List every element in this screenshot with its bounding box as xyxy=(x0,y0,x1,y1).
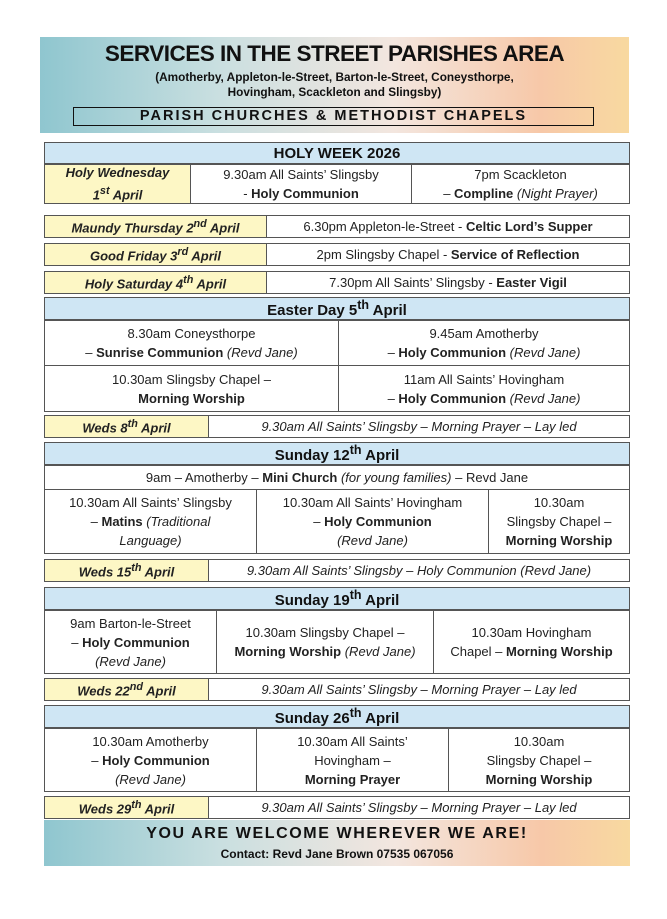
service-title: Holy Communion xyxy=(251,186,359,201)
service-title: Mini Church xyxy=(262,470,338,485)
service-line: 9.30am All Saints’ Slingsby – Morning Prayer – Lay led xyxy=(261,682,577,697)
sunday-12-services xyxy=(44,490,630,554)
service-place: 7.30pm All Saints’ Slingsby - xyxy=(329,275,497,290)
service-slingsby-reflection xyxy=(266,244,629,265)
day-label xyxy=(82,415,170,437)
service-place: 9am Barton-le-Street xyxy=(70,615,191,631)
service-name xyxy=(305,770,400,789)
service-hovingham-prayer-26 xyxy=(256,729,448,791)
heading-day: Easter Day 5 xyxy=(267,302,358,319)
date-month: April xyxy=(193,276,227,292)
heading-day: Sunday 26 xyxy=(274,710,350,727)
service-name xyxy=(234,642,415,661)
sunday-19-services xyxy=(44,610,630,674)
service-name xyxy=(91,751,209,770)
service-slingsby-matins xyxy=(45,490,256,553)
service-note: (for young families) xyxy=(337,470,452,485)
service-place: 6.30pm Appleton-le-Street - xyxy=(303,219,466,234)
service-note: (Revd Jane) xyxy=(115,771,186,787)
sunday-26-services xyxy=(44,728,630,792)
service-slingsby-vigil xyxy=(266,272,629,293)
service-line: 9.30am All Saints’ Slingsby – Holy Communion (Revd Jane) xyxy=(246,563,592,578)
date-suffix: th xyxy=(131,562,142,575)
contact-line: Contact: Revd Jane Brown 07535 067056 xyxy=(220,847,454,861)
date-suffix: th xyxy=(349,443,362,457)
service-note-line xyxy=(337,531,408,550)
service-title: Celtic Lord’s Supper xyxy=(465,219,593,234)
date-month: April xyxy=(137,420,171,436)
date-suffix: th xyxy=(183,274,194,287)
date-month: April xyxy=(206,220,240,236)
date-month: April xyxy=(141,564,175,580)
weds-22-row xyxy=(44,678,630,701)
date-month: April xyxy=(361,710,400,727)
service-place-cont: Hovingham – xyxy=(314,752,391,768)
header-banner xyxy=(40,37,629,133)
date-month: April xyxy=(143,683,176,699)
weds-15-row xyxy=(44,559,630,582)
dash: – xyxy=(313,514,325,529)
service-hovingham-chapel-19 xyxy=(433,611,629,673)
service-place: 11am All Saints’ Hovingham xyxy=(403,371,565,387)
service-barton-communion xyxy=(45,611,216,673)
day-text: Good Friday 3 xyxy=(90,248,178,264)
service-name xyxy=(388,343,581,362)
service-note-line xyxy=(95,652,166,671)
service-place: Slingsby Chapel – xyxy=(486,752,592,768)
service-scackleton-compline xyxy=(411,165,629,203)
day-text: Weds 29 xyxy=(78,801,132,817)
dash: – xyxy=(91,752,103,768)
service-appleton-supper xyxy=(266,216,629,237)
service-place-cont: Chapel – xyxy=(450,644,506,659)
dash: – xyxy=(387,390,399,406)
service-slingsby-communion xyxy=(190,165,411,203)
service-place: 10.30am All Saints’ xyxy=(297,733,408,749)
service-title: Morning Worship xyxy=(506,644,613,659)
dash: – xyxy=(90,514,102,529)
service-name xyxy=(450,642,612,661)
heading-day: Sunday 19 xyxy=(274,592,350,609)
service-coneysthorpe-sunrise xyxy=(45,321,338,365)
heading-text xyxy=(267,298,407,319)
heading-text xyxy=(275,706,400,727)
service-slingsby-chapel-12 xyxy=(488,490,629,553)
sunday-12-heading xyxy=(44,442,630,465)
service-title: Compline xyxy=(454,186,514,201)
date-month: April xyxy=(141,801,175,817)
weds-22-service xyxy=(208,679,629,700)
service-note-line xyxy=(119,531,181,550)
service-title: Holy Communion xyxy=(102,752,210,768)
holy-week-heading-text: HOLY WEEK 2026 xyxy=(273,144,401,162)
good-friday-day xyxy=(45,244,266,265)
service-hovingham-communion xyxy=(338,366,629,411)
date-suffix: rd xyxy=(177,246,189,259)
service-name xyxy=(313,512,431,531)
service-title: Matins xyxy=(101,514,143,529)
parish-list-line-1: (Amotherby, Appleton-le-Street, Barton-le-Street, Coneysthorpe, xyxy=(155,70,514,84)
service-time: 10.30am xyxy=(513,733,565,749)
service-place: 9am – Amotherby – xyxy=(145,470,263,485)
day-label xyxy=(77,678,176,700)
holy-wednesday-day xyxy=(45,165,190,203)
heading-text xyxy=(275,443,400,464)
service-title: Holy Communion xyxy=(324,514,432,529)
service-place: 10.30am Slingsby Chapel – xyxy=(245,625,405,640)
date-suffix: th xyxy=(127,418,138,431)
date-suffix: th xyxy=(349,706,362,720)
service-line: 9.30am All Saints’ Slingsby – Morning Prayer – Lay led xyxy=(261,800,577,815)
easter-row-2 xyxy=(44,366,630,412)
service-amotherby-communion xyxy=(338,321,629,365)
service-line: 9.30am All Saints’ Slingsby – Morning Prayer – Lay led xyxy=(261,419,577,434)
service-title: Service of Reflection xyxy=(450,247,580,262)
service-note: (Night Prayer) xyxy=(513,186,598,201)
day-label: Holy Wednesday xyxy=(65,165,170,181)
holy-wednesday-row xyxy=(44,164,630,204)
service-title: Morning Worship xyxy=(234,644,342,659)
service-line xyxy=(146,468,528,487)
day-text: Maundy Thursday 2 xyxy=(71,220,194,236)
date-month: April xyxy=(109,187,143,203)
welcome-message: YOU ARE WELCOME WHEREVER WE ARE! xyxy=(146,825,528,842)
weds-29-service xyxy=(208,797,629,818)
service-name xyxy=(506,531,613,550)
date-suffix: nd xyxy=(193,218,207,231)
service-title: Morning Worship xyxy=(485,771,593,787)
holy-saturday-day xyxy=(45,272,266,293)
day-text: Holy Saturday 4 xyxy=(84,276,184,292)
service-place: Slingsby Chapel – xyxy=(506,514,612,529)
service-title: Morning Worship xyxy=(505,533,613,548)
weds-15-service xyxy=(208,560,629,581)
easter-day-heading xyxy=(44,297,630,320)
service-mini-church xyxy=(45,466,629,489)
day-label xyxy=(71,215,239,237)
service-slingsby-chapel-26 xyxy=(448,729,629,791)
service-name xyxy=(85,343,297,362)
day-text: Weds 8 xyxy=(82,420,128,436)
service-slingsby-chapel-19 xyxy=(216,611,433,673)
dash: – xyxy=(85,345,97,360)
mini-church-row xyxy=(44,465,630,490)
date-suffix: st xyxy=(99,185,110,198)
date-suffix: th xyxy=(131,799,142,812)
day-label xyxy=(85,271,226,293)
service-place: 10.30am Amotherby xyxy=(92,733,209,749)
parish-list xyxy=(40,70,629,100)
weds-8-row xyxy=(44,415,630,438)
date-month: April xyxy=(361,447,400,464)
service-name xyxy=(71,633,189,652)
date-suffix: nd xyxy=(129,681,143,694)
service-name xyxy=(243,184,359,203)
date-suffix: th xyxy=(349,588,362,602)
service-place: 10.30am Slingsby Chapel – xyxy=(112,371,271,387)
weds-8-day xyxy=(45,416,208,437)
service-note: (Revd Jane) xyxy=(223,345,298,360)
service-place: 10.30am Hovingham xyxy=(471,625,592,640)
service-name xyxy=(138,389,245,408)
service-place: 7pm Scackleton xyxy=(474,167,567,182)
service-title: Morning Prayer xyxy=(304,771,401,787)
day-text: Weds 15 xyxy=(78,564,132,580)
dash: – xyxy=(387,345,399,360)
day-label xyxy=(90,243,221,265)
weds-15-day xyxy=(45,560,208,581)
date-month: April xyxy=(188,248,221,264)
weds-29-day xyxy=(45,797,208,818)
service-slingsby-chapel-worship xyxy=(45,366,338,411)
footer-banner xyxy=(44,820,630,866)
maundy-thursday-day xyxy=(45,216,266,237)
service-line xyxy=(329,273,567,292)
service-note: (Revd Jane) xyxy=(341,644,416,659)
service-title: Easter Vigil xyxy=(496,275,567,290)
service-title: Sunrise Communion xyxy=(96,345,224,360)
service-note: (Traditional xyxy=(142,514,211,529)
day-label xyxy=(79,796,175,818)
holy-week-heading xyxy=(44,142,630,164)
service-note: (Revd Jane) xyxy=(337,533,408,548)
date-month: April xyxy=(369,302,407,319)
service-place: 9.45am Amotherby xyxy=(429,326,539,341)
service-place: 9.30am All Saints’ Slingsby xyxy=(223,167,379,182)
service-name xyxy=(443,184,598,203)
date-number: 1 xyxy=(92,187,100,203)
service-title: Morning Worship xyxy=(138,390,245,406)
maundy-thursday-row xyxy=(44,215,630,238)
churches-chapels-banner: PARISH CHURCHES & METHODIST CHAPELS xyxy=(73,107,594,126)
service-title: Holy Communion xyxy=(82,634,190,650)
service-title: Holy Communion xyxy=(398,345,507,360)
service-name xyxy=(91,512,211,531)
service-note: (Revd Jane) xyxy=(95,653,166,669)
holy-saturday-row xyxy=(44,271,630,294)
service-name xyxy=(486,770,593,789)
service-line xyxy=(303,217,592,236)
service-place: 10.30am All Saints’ Hovingham xyxy=(282,495,463,510)
service-note: (Revd Jane) xyxy=(506,390,581,406)
service-note: Language) xyxy=(119,533,182,548)
service-place: 8.30am Coneysthorpe xyxy=(127,326,256,341)
weds-29-row xyxy=(44,796,630,819)
service-hovingham-communion-12 xyxy=(256,490,488,553)
dash: – xyxy=(71,634,83,650)
service-place: 10.30am All Saints’ Slingsby xyxy=(69,495,232,510)
sunday-26-heading xyxy=(44,705,630,728)
day-text: Weds 22 xyxy=(77,683,130,699)
service-note-line xyxy=(115,770,186,789)
good-friday-row xyxy=(44,243,630,266)
service-title: Holy Communion xyxy=(398,390,507,406)
service-leader: – Revd Jane xyxy=(451,470,529,485)
dash: – xyxy=(443,186,455,201)
easter-row-1 xyxy=(44,320,630,366)
heading-text xyxy=(275,588,400,609)
service-amotherby-communion-26 xyxy=(45,729,256,791)
service-line xyxy=(316,245,579,264)
weds-8-service xyxy=(208,416,629,437)
dash: - xyxy=(243,186,252,201)
page-title: SERVICES IN THE STREET PARISHES AREA xyxy=(104,41,565,66)
service-time: 10.30am xyxy=(533,495,585,510)
sunday-19-heading xyxy=(44,587,630,610)
day-label xyxy=(79,559,175,581)
date-month: April xyxy=(361,592,400,609)
service-name xyxy=(388,389,581,408)
date-suffix: th xyxy=(357,298,370,312)
parish-list-line-2: Hovingham, Scackleton and Slingsby) xyxy=(227,85,442,99)
heading-day: Sunday 12 xyxy=(274,447,350,464)
day-date xyxy=(93,182,143,204)
service-note: (Revd Jane) xyxy=(506,345,581,360)
service-place: 2pm Slingsby Chapel - xyxy=(316,247,451,262)
weds-22-day xyxy=(45,679,208,700)
